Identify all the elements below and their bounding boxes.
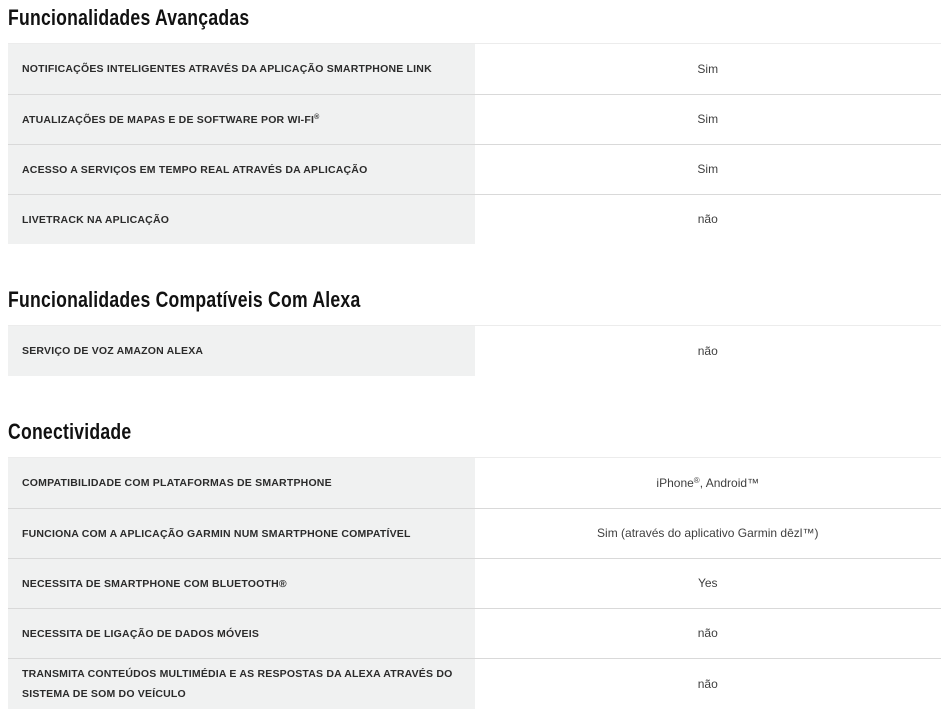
spec-label bbox=[22, 110, 319, 130]
table-row bbox=[8, 508, 941, 558]
spec-table bbox=[8, 325, 941, 376]
spec-label-cell bbox=[8, 195, 475, 244]
spec-value-text: , Android™ bbox=[699, 475, 760, 490]
spec-label-cell bbox=[8, 659, 475, 709]
table-row bbox=[8, 44, 941, 94]
section-title: Funcionalidades Compatíveis Com Alexa bbox=[8, 287, 361, 312]
spec-label-cell bbox=[8, 326, 475, 376]
spec-label-text: ATUALIZAÇÕES DE MAPAS E DE SOFTWARE POR WI-FI bbox=[22, 113, 315, 126]
spec-value-cell bbox=[475, 559, 942, 608]
table-row bbox=[8, 558, 941, 608]
spec-label-cell bbox=[8, 609, 475, 658]
spec-value-cell bbox=[475, 458, 942, 508]
spec-value-cell bbox=[475, 609, 942, 658]
spec-value-cell bbox=[475, 195, 942, 244]
table-row bbox=[8, 94, 941, 144]
spec-label-cell bbox=[8, 458, 475, 508]
spec-table bbox=[8, 457, 941, 709]
registered-mark: ® bbox=[314, 113, 320, 121]
spec-value-cell bbox=[475, 509, 942, 558]
table-row bbox=[8, 194, 941, 244]
registered-mark: ® bbox=[693, 475, 700, 485]
spec-value: não bbox=[697, 343, 718, 358]
spec-label: SERVIÇO DE VOZ AMAZON ALEXA bbox=[22, 345, 204, 357]
spec-label: COMPATIBILIDADE COM PLATAFORMAS DE SMARTPHONE bbox=[22, 477, 332, 489]
spec-value: Sim bbox=[697, 112, 719, 126]
spec-value: Sim bbox=[697, 162, 719, 176]
spec-value: Sim (através do aplicativo Garmin dēzl™) bbox=[597, 526, 819, 540]
table-row bbox=[8, 608, 941, 658]
spec-label: TRANSMITA CONTEÚDOS MULTIMÉDIA E AS RESPOSTAS DA ALEXA ATRAVÉS DO SISTEMA DE SOM DO VEÍCULO bbox=[22, 668, 453, 700]
section-funcionalidades-alexa bbox=[8, 287, 941, 376]
spec-value: não bbox=[697, 626, 718, 640]
spec-label: FUNCIONA COM A APLICAÇÃO GARMIN NUM SMARTPHONE COMPATÍVEL bbox=[22, 527, 411, 540]
spec-label-cell bbox=[8, 145, 475, 194]
section-title: Funcionalidades Avançadas bbox=[8, 5, 250, 30]
table-row bbox=[8, 458, 941, 508]
spec-label-cell bbox=[8, 95, 475, 144]
table-row bbox=[8, 658, 941, 709]
section-title: Conectividade bbox=[8, 419, 132, 444]
spec-value-cell bbox=[475, 659, 942, 709]
spec-label: LIVETRACK NA APLICAÇÃO bbox=[22, 213, 170, 226]
spec-label: NECESSITA DE SMARTPHONE COM BLUETOOTH® bbox=[22, 577, 287, 590]
table-row bbox=[8, 144, 941, 194]
spec-value: Yes bbox=[697, 576, 718, 590]
spec-value-cell bbox=[475, 44, 942, 94]
table-row bbox=[8, 326, 941, 376]
spec-value: não bbox=[697, 676, 718, 691]
spec-value-cell bbox=[475, 326, 942, 376]
section-conectividade bbox=[8, 419, 941, 709]
spec-value-cell bbox=[475, 145, 942, 194]
spec-label-cell bbox=[8, 509, 475, 558]
spec-value bbox=[656, 475, 759, 492]
spec-value-cell bbox=[475, 95, 942, 144]
spec-label-cell bbox=[8, 44, 475, 94]
spec-label: NOTIFICAÇÕES INTELIGENTES ATRAVÉS DA APLICAÇÃO SMARTPHONE LINK bbox=[22, 63, 432, 75]
spec-label: ACESSO A SERVIÇOS EM TEMPO REAL ATRAVÉS DA APLICAÇÃO bbox=[22, 163, 368, 176]
spec-table bbox=[8, 43, 941, 244]
section-funcionalidades-avancadas bbox=[8, 5, 941, 244]
spec-label: NECESSITA DE LIGAÇÃO DE DADOS MÓVEIS bbox=[22, 627, 260, 640]
spec-value: não bbox=[697, 212, 718, 226]
spec-value: Sim bbox=[697, 61, 719, 76]
spec-label-cell bbox=[8, 559, 475, 608]
spec-value-text: iPhone bbox=[656, 475, 694, 490]
